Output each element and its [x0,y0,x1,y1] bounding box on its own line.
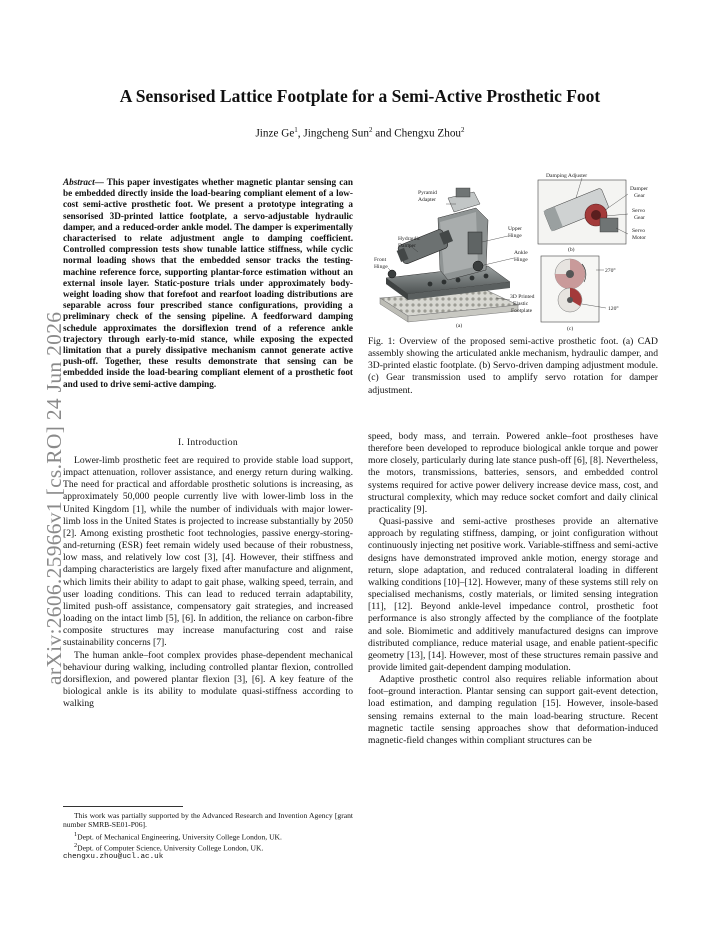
label-footplate: Footplate [511,308,533,314]
subfigure-label-a: (a) [456,323,463,329]
author-separator: , [297,127,304,140]
footnote-rule [63,806,183,807]
affiliation-note: $^1$Dept. of Mechanical Engineering, University College London, UK. [74,830,282,842]
label-servo-gear: Servo [632,208,646,214]
label-servo-motor-2: Motor [632,235,646,241]
label-upper: Upper [508,226,522,232]
label-pyramid: Pyramid [418,190,437,196]
affiliation-mark: 1 [294,126,298,134]
label-120-degrees: 120° [608,306,619,312]
funding-note: This work was partially supported by the Advanced Research and Invention Agency [grant number SMRB-SE01-P06]. [63,811,353,830]
gear-transmission-illustration [541,256,599,322]
footnotes [63,811,353,863]
arxiv-identifier: arXiv:2606.25966v1 [cs.RO] 24 Jun 2026 [42,311,66,685]
cad-assembly-illustration [380,188,518,322]
label-damper-gear-2: Gear [634,193,645,199]
label-elastic: Elastic [513,301,529,307]
affiliation-mark: 2 [368,126,373,134]
subfigure-label-c: (c) [567,326,574,332]
label-damper-gear: Damper [630,186,649,192]
author-name: Chengxu Zhou [394,127,462,140]
figure-1 [368,170,658,332]
figure-caption: Fig. 1: Overview of the proposed semi-active prosthetic foot. (a) CAD assembly showing the articulated ankle mechanism, hydraulic damper, and 3D-printed elastic footplate. (b) Servo-driven damping adjustment module. (c) Gear transmission used to amplify servo rotation for damper adjustment. [368,336,658,396]
label-upper-hinge: Hinge [508,233,522,239]
abstract [63,177,353,390]
label-damping-adjuster: Damping Adjuster [546,173,588,179]
paragraph: The human ankle–foot complex provides phase-dependent mechanical behaviour during walking, including controlled plantar flexion, controlled dorsiflexion, and powered plantar flexion [3], [6]. A key feature of the biological ankle is its ability to modulate quasi-stiffness according to walking [63,649,353,710]
damping-module-illustration [538,180,626,244]
figure-1-drawing [368,170,658,332]
section-heading: I. Introduction [178,437,238,448]
label-hydraulic: Hydraulic [398,236,421,242]
label-front: Front [374,257,387,263]
subfigure-label-b: (b) [568,247,575,253]
author-name: Jingcheng Sun [303,127,369,140]
email-address: chengxu.zhou@ucl.ac.uk [63,853,164,862]
label-ankle-hinge: Hinge [514,257,528,263]
label-front-hinge: Hinge [374,264,388,270]
abstract-label: Abstract [63,177,95,187]
paper-title: A Sensorised Lattice Footplate for a Semi-Active Prosthetic Foot [119,86,601,106]
label-ankle: Ankle [514,250,528,256]
author-name: Jinze Ge [255,127,295,140]
label-servo-motor: Servo [632,228,646,234]
affiliation-mark: 2 [461,126,465,134]
left-column-body [63,455,353,710]
right-column-body [368,431,658,747]
label-3d-printed: 3D Printed [510,294,535,300]
arxiv-stamp [22,255,66,685]
label-damper: Damper [398,243,417,249]
paragraph: Adaptive prosthetic control also requires reliable information about foot–ground interaction. Plantar sensing can support gait-event detection, load estimation, and damping regulation [15]. However, insole-based sensing remains external to the main load-bearing structure. Recent magnetic tactile sensing approaches show that deformation-induced magnetic-field changes within compliant structures can be [368,674,658,746]
affiliation-note: $^2$Dept. of Computer Science, University College London, UK. [74,842,264,853]
paragraph: speed, body mass, and terrain. Powered ankle–foot prostheses have therefore been developed to reproduce biological ankle torque and power more closely, particularly during late stance push-off [6], [8]. Nevertheless, the motors, transmissions, batteries, sensors, and embedded control systems required for active power delivery increase device mass, cost, and structural complexity, which may reduce socket comfort and daily clinical practicality [9]. [368,431,658,515]
label-servo-gear-2: Gear [634,215,645,221]
label-adapter: Adapter [418,197,437,203]
paragraph: Quasi-passive and semi-active prostheses provide an alternative approach by regulating stiffness, damping, or joint configuration without continuously injecting net positive work. Variable-stiffness and semi-active designs have demonstrated improved ankle motion, energy storage and return, slope adaptation, and reduced contralateral loading in different walking conditions [10]–[12]. However, many of these systems still rely on specialised mechanisms, costly materials, or limited sensing integration [11], [12]. Beyond ankle-level impedance control, prosthetic foot performance is also strongly affected by the compliance of the footplate and sole. Biomimetic and additively manufactured designs can improve distributed compliance, reduce material usage, and enable patient-specific geometry [13], [14]. However, most of these structures remain passive and provide limited gait-dependent damping modulation. [368,516,658,673]
author-list [60,126,660,140]
paragraph: Lower-limb prosthetic feet are required to provide stable load support, impact attenuation, rollover assistance, and energy return during walking. The need for practical and affordable prosthetic solutions is increasing, as approximately 50,000 people currently live with lower-limb loss in the United Kingdom [1], while the number of individuals with major lower-limb loss in the United States is projected to increase substantially by 2050 [2]. Among existing prosthetic foot technologies, passive energy-storing-and-returning (ESR) feet remain widely used because of their robustness, low mass, and relatively low cost [3], [4]. However, their stiffness and damping characteristics are largely fixed after manufacture and alignment, which limits their ability to adapt to gait phase, walking speed, terrain, and user loading conditions. This can lead to reduced terrain adaptability, limited push-off assistance, compensatory gait strategies, and increased loading on the intact limb [5], [6]. In addition, the reliance on carbon-fibre composite structures may increase manufacturing cost and raise sustainability concerns [7]. [63,455,353,649]
author-separator: and [372,127,395,140]
label-270-degrees: 270° [605,268,616,274]
abstract-text: — This paper investigates whether magnetic plantar sensing can be embedded directly inside the load-bearing compliant element of a low-cost semi-active prosthetic foot. We present a prototype integrating a sensorised 3D-printed lattice footplate, a servo-adjustable hydraulic damper, and a reduced-order ankle model. The damper is experimentally characterised to relate adjustment angle to damping coefficient. Controlled compression tests show tunable lattice stiffness, while cyclic normal loading shows that the embedded sensor tracks the testing-machine reference force, supporting plantar-force estimation without an external insole layer. Static-posture trials under approximately body-weight loading show that forefoot and rearfoot loading distributions are separable across four prescribed stance configurations, providing a preliminary check of the sensing pipeline. A feedforward damping schedule approximates the dorsiflexion trend of a reference ankle trajectory through early-to-mid stance, while exposing the expected limitation that a purely dissipative mechanism cannot generate active push-off. Together, these results demonstrate that sensing can be embedded inside the load-bearing compliant element of a prosthetic foot and used to drive semi-active damping. [63,177,353,389]
